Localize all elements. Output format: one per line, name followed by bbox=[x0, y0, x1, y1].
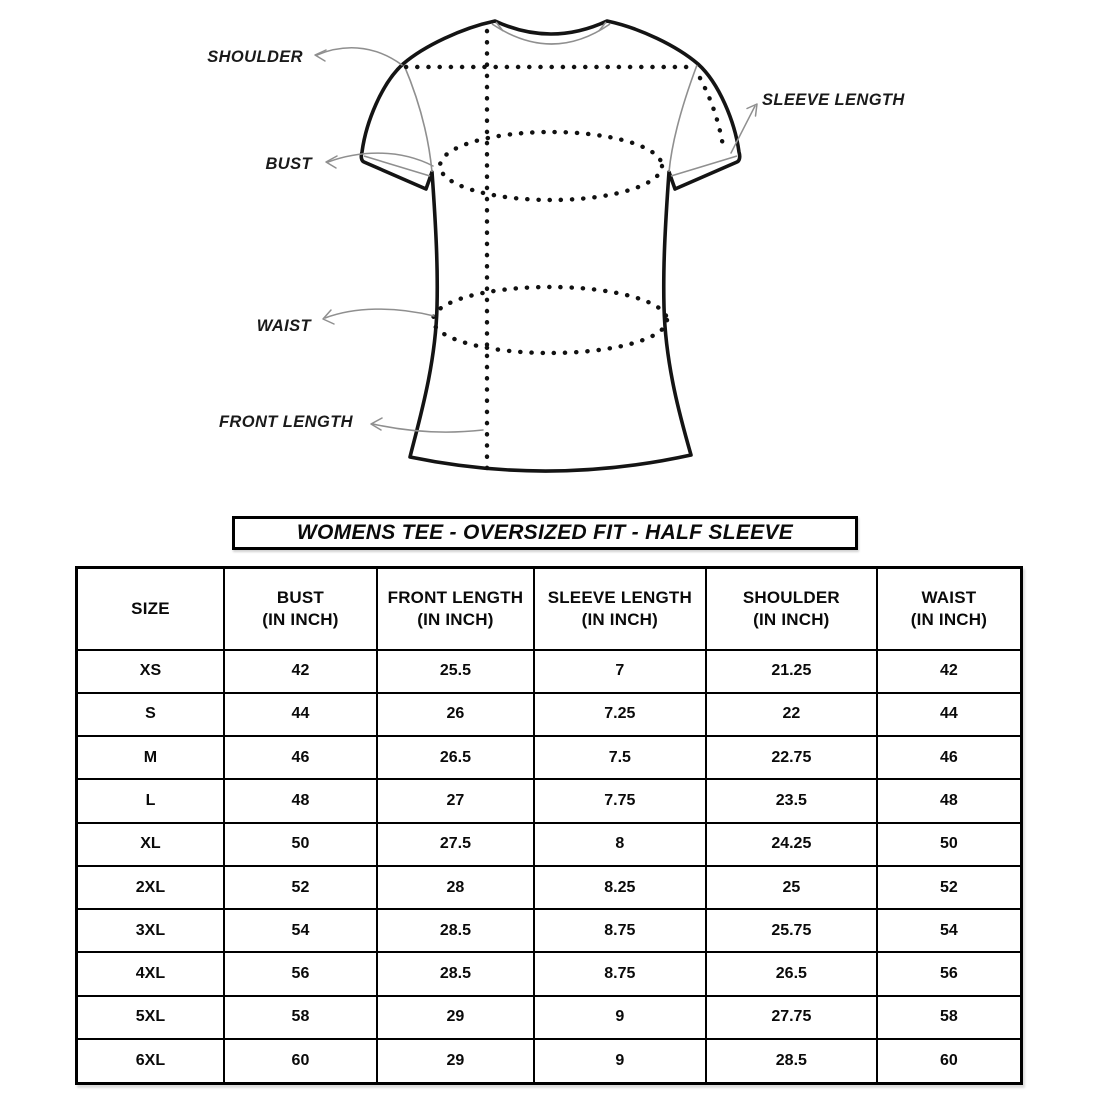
value-cell: 48 bbox=[224, 779, 377, 822]
value-cell: 27.75 bbox=[706, 996, 877, 1039]
tee-diagram-svg bbox=[0, 0, 1100, 510]
title-banner bbox=[232, 516, 858, 550]
size-row-3xl bbox=[77, 909, 1022, 952]
size-row-4xl bbox=[77, 952, 1022, 995]
value-cell: 9 bbox=[534, 996, 706, 1039]
value-cell: 26 bbox=[377, 693, 534, 736]
value-cell: 28.5 bbox=[377, 952, 534, 995]
size-row-5xl bbox=[77, 996, 1022, 1039]
header-row bbox=[77, 568, 1022, 650]
column-header-front-length: FRONT LENGTH (IN INCH) bbox=[377, 568, 534, 650]
waist-arrow bbox=[325, 309, 434, 318]
value-cell: 8.75 bbox=[534, 909, 706, 952]
value-cell: 42 bbox=[877, 650, 1022, 693]
value-cell: 7 bbox=[534, 650, 706, 693]
value-cell: 8.25 bbox=[534, 866, 706, 909]
size-row-2xl bbox=[77, 866, 1022, 909]
value-cell: 56 bbox=[224, 952, 377, 995]
size-row-m bbox=[77, 736, 1022, 779]
value-cell: 44 bbox=[877, 693, 1022, 736]
value-cell: 23.5 bbox=[706, 779, 877, 822]
page-title: WOMENS TEE - OVERSIZED FIT - HALF SLEEVE bbox=[296, 521, 794, 544]
value-cell: 28 bbox=[377, 866, 534, 909]
value-cell: 52 bbox=[224, 866, 377, 909]
value-cell: 7.5 bbox=[534, 736, 706, 779]
bust-label: BUST bbox=[265, 155, 312, 173]
sleeve-length-label: SLEEVE LENGTH bbox=[762, 91, 905, 109]
column-header-shoulder: SHOULDER (IN INCH) bbox=[706, 568, 877, 650]
size-row-xs bbox=[77, 650, 1022, 693]
size-cell: XL bbox=[77, 823, 224, 866]
size-cell: 5XL bbox=[77, 996, 224, 1039]
value-cell: 46 bbox=[224, 736, 377, 779]
size-cell: L bbox=[77, 779, 224, 822]
value-cell: 54 bbox=[224, 909, 377, 952]
value-cell: 21.25 bbox=[706, 650, 877, 693]
size-cell: S bbox=[77, 693, 224, 736]
front-length-label: FRONT LENGTH bbox=[218, 413, 353, 431]
size-row-6xl bbox=[77, 1039, 1022, 1083]
value-cell: 26.5 bbox=[377, 736, 534, 779]
value-cell: 42 bbox=[224, 650, 377, 693]
size-cell: 2XL bbox=[77, 866, 224, 909]
value-cell: 22.75 bbox=[706, 736, 877, 779]
size-chart-section bbox=[75, 566, 1023, 1085]
value-cell: 46 bbox=[877, 736, 1022, 779]
value-cell: 28.5 bbox=[706, 1039, 877, 1083]
shoulder-label: SHOULDER bbox=[207, 48, 303, 66]
value-cell: 22 bbox=[706, 693, 877, 736]
size-chart-body bbox=[77, 650, 1022, 1084]
value-cell: 24.25 bbox=[706, 823, 877, 866]
value-cell: 58 bbox=[224, 996, 377, 1039]
value-cell: 25.75 bbox=[706, 909, 877, 952]
value-cell: 29 bbox=[377, 1039, 534, 1083]
tee-measurement-diagram bbox=[0, 0, 1100, 510]
value-cell: 26.5 bbox=[706, 952, 877, 995]
size-cell: 3XL bbox=[77, 909, 224, 952]
size-chart-table bbox=[75, 566, 1023, 1085]
waist-label: WAIST bbox=[256, 317, 311, 335]
tee-outline bbox=[361, 21, 739, 471]
size-row-xl bbox=[77, 823, 1022, 866]
value-cell: 56 bbox=[877, 952, 1022, 995]
value-cell: 27.5 bbox=[377, 823, 534, 866]
value-cell: 27 bbox=[377, 779, 534, 822]
size-row-s bbox=[77, 693, 1022, 736]
column-header-bust: BUST (IN INCH) bbox=[224, 568, 377, 650]
value-cell: 54 bbox=[877, 909, 1022, 952]
size-cell: M bbox=[77, 736, 224, 779]
value-cell: 29 bbox=[377, 996, 534, 1039]
shoulder-arrow bbox=[317, 48, 402, 65]
value-cell: 50 bbox=[224, 823, 377, 866]
value-cell: 7.25 bbox=[534, 693, 706, 736]
value-cell: 48 bbox=[877, 779, 1022, 822]
column-header-size: SIZE bbox=[77, 568, 224, 650]
column-header-sleeve-length: SLEEVE LENGTH (IN INCH) bbox=[534, 568, 706, 650]
value-cell: 9 bbox=[534, 1039, 706, 1083]
value-cell: 8.75 bbox=[534, 952, 706, 995]
value-cell: 25 bbox=[706, 866, 877, 909]
value-cell: 25.5 bbox=[377, 650, 534, 693]
size-cell: XS bbox=[77, 650, 224, 693]
column-header-waist: WAIST (IN INCH) bbox=[877, 568, 1022, 650]
size-cell: 4XL bbox=[77, 952, 224, 995]
value-cell: 58 bbox=[877, 996, 1022, 1039]
value-cell: 50 bbox=[877, 823, 1022, 866]
value-cell: 28.5 bbox=[377, 909, 534, 952]
size-cell: 6XL bbox=[77, 1039, 224, 1083]
value-cell: 7.75 bbox=[534, 779, 706, 822]
size-row-l bbox=[77, 779, 1022, 822]
value-cell: 8 bbox=[534, 823, 706, 866]
value-cell: 60 bbox=[877, 1039, 1022, 1083]
value-cell: 52 bbox=[877, 866, 1022, 909]
value-cell: 60 bbox=[224, 1039, 377, 1083]
value-cell: 44 bbox=[224, 693, 377, 736]
